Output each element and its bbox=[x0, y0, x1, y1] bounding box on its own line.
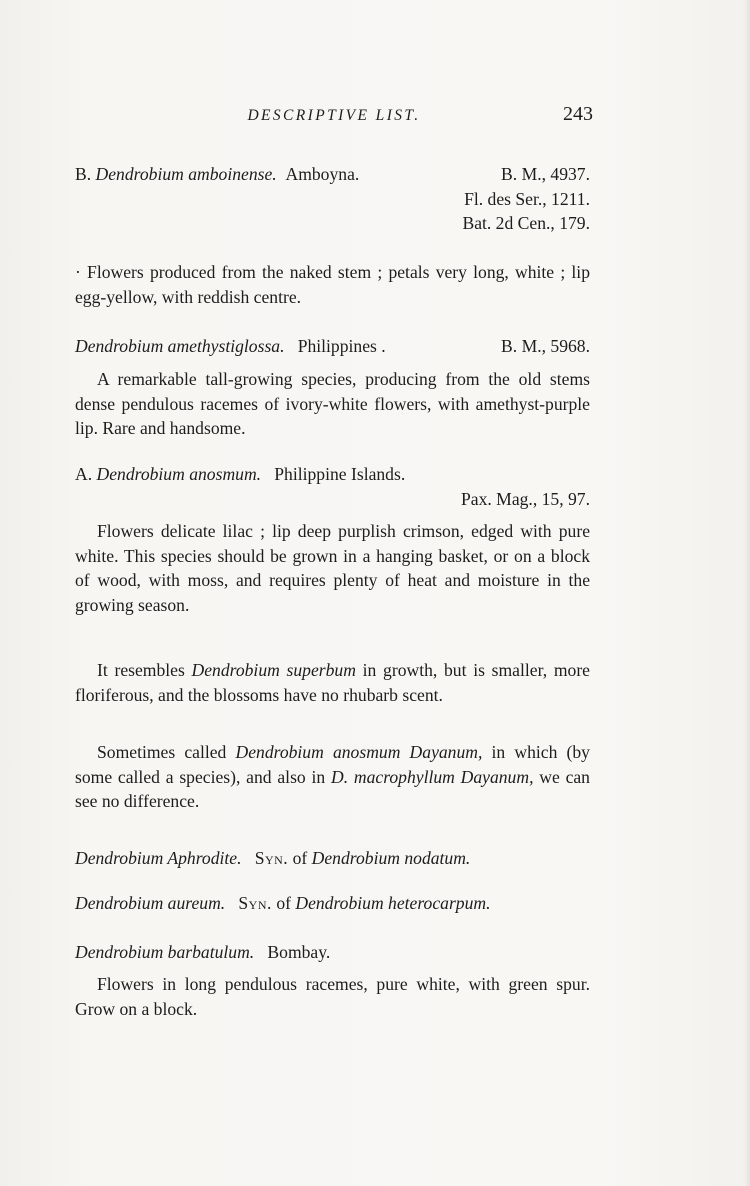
entry-description: It resembles Dendrobium superbum in growth, but is smaller, more floriferous, and the blossoms have no rhubarb scent. bbox=[75, 660, 590, 705]
species-name: Dendrobium barbatulum. bbox=[75, 942, 255, 962]
reference: B. M., 4937. bbox=[501, 164, 590, 184]
species-reference: Dendrobium anosmum Dayanum, bbox=[235, 742, 483, 762]
species-name: Dendrobium Aphrodite. bbox=[75, 848, 242, 868]
running-head: DESCRIPTIVE LIST. bbox=[247, 107, 421, 124]
synonym-target: Dendrobium heterocarpum. bbox=[295, 893, 491, 913]
synonym-label: Syn. bbox=[238, 893, 272, 913]
species-reference: Dendrobium superbum bbox=[191, 660, 356, 680]
entry-description: Sometimes called Dendrobium anosmum Dayanum, in which (by some called a species), and also in D. macrophyllum Dayanum, we can see no difference. bbox=[75, 742, 590, 811]
synonym-label: Syn. bbox=[254, 848, 289, 868]
reference: Bat. 2d Cen., 179. bbox=[462, 213, 590, 233]
species-reference: D. macrophyllum Dayanum, bbox=[330, 766, 534, 787]
reference: Pax. Mag., 15, 97. bbox=[460, 488, 590, 509]
reference: Fl. des Ser., 1211. bbox=[464, 188, 590, 209]
locality: Amboyna. bbox=[285, 164, 360, 184]
entry-anosmum bbox=[75, 462, 590, 511]
species-name: Dendrobium aureum. bbox=[75, 893, 226, 913]
synonym-target: Dendrobium nodatum. bbox=[311, 848, 471, 868]
locality: Bombay. bbox=[267, 942, 331, 962]
entry-description: A remarkable tall-growing species, producing from the old stems dense pendulous racemes of ivory-white flowers, with amethyst-purple lip. Rare and handsome. bbox=[75, 369, 590, 438]
page-number: 243 bbox=[563, 103, 593, 125]
species-name: Dendrobium anosmum. bbox=[96, 464, 262, 484]
page-edge-shadow bbox=[744, 0, 750, 1186]
entry-heading bbox=[75, 462, 590, 487]
entry-amethystiglossa bbox=[75, 334, 590, 359]
entry-heading bbox=[75, 334, 590, 359]
entry-barbatulum bbox=[75, 940, 590, 965]
locality: Philippine Islands. bbox=[274, 464, 406, 484]
entry-description: · Flowers produced from the naked stem ; petals very long, white ; lip egg-yellow, with reddish centre. bbox=[75, 262, 590, 307]
species-name: Dendrobium amethystiglossa. bbox=[75, 336, 285, 356]
entry-prefix: B. bbox=[75, 164, 92, 184]
entry-description: Flowers delicate lilac ; lip deep purplish crimson, edged with pure white. This species should be grown in a hanging basket, or on a block of wood, with moss, and requires plenty of heat and moisture in the growing season. bbox=[75, 521, 590, 615]
entry-amboinense bbox=[75, 162, 590, 236]
entry-aureum: Dendrobium aureum. Syn. of Dendrobium heterocarpum. bbox=[75, 893, 491, 913]
species-name: Dendrobium amboinense. bbox=[95, 164, 277, 184]
entry-aphrodite: Dendrobium Aphrodite. Syn. of Dendrobium nodatum. bbox=[75, 848, 471, 868]
page-header bbox=[75, 103, 593, 129]
reference: B. M., 5968. bbox=[501, 336, 590, 356]
entry-heading bbox=[75, 162, 590, 187]
entry-prefix: A. bbox=[75, 464, 93, 484]
entry-description: Flowers in long pendulous racemes, pure white, with green spur. Grow on a block. bbox=[75, 974, 590, 1019]
locality: Philippines . bbox=[297, 336, 386, 356]
